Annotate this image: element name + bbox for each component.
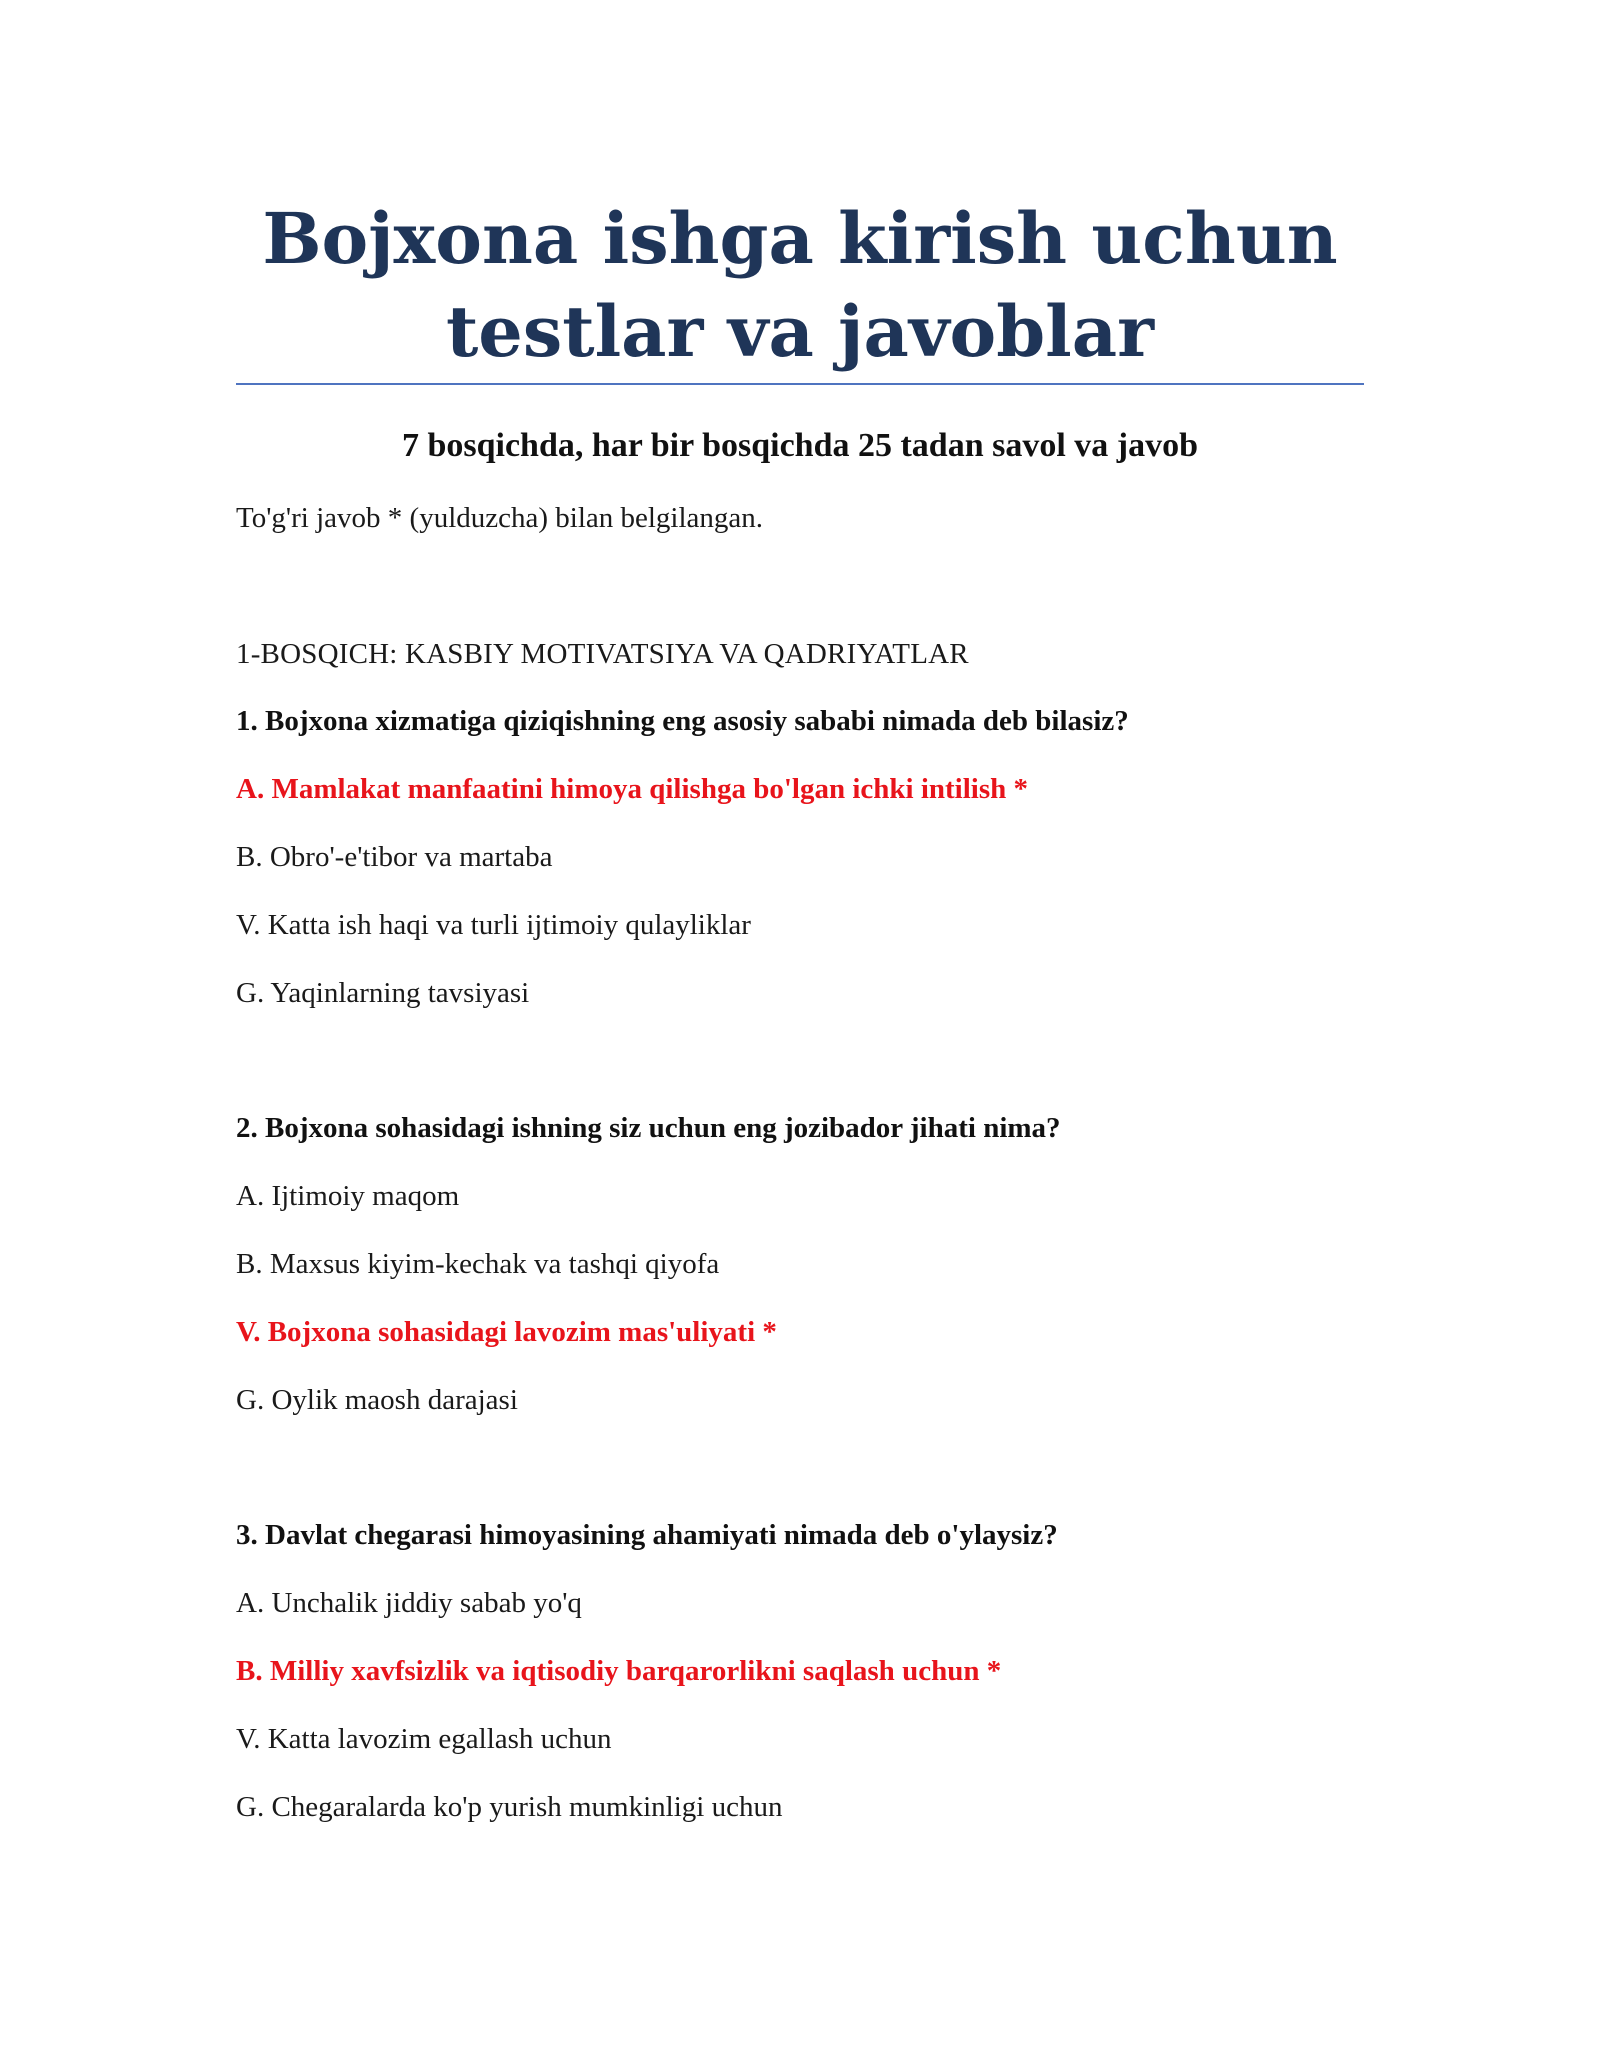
question-3-option-v: V. Katta lavozim egallash uchun xyxy=(236,1723,612,1755)
question-3-option-b: B. Milliy xavfsizlik va iqtisodiy barqarorlikni saqlash uchun * xyxy=(236,1655,1002,1687)
question-1-option-a: A. Mamlakat manfaatini himoya qilishga bo'lgan ichki intilish * xyxy=(236,773,1029,805)
question-2-option-v: V. Bojxona sohasidagi lavozim mas'uliyati * xyxy=(236,1316,777,1348)
question-2-option-a: A. Ijtimoiy maqom xyxy=(236,1180,460,1212)
question-2-option-b: B. Maxsus kiyim-kechak va tashqi qiyofa xyxy=(236,1248,720,1280)
question-2: 2. Bojxona sohasidagi ishning siz uchun eng jozibador jihati nima? xyxy=(236,1112,1061,1144)
question-3-option-g: G. Chegaralarda ko'p yurish mumkinligi uchun xyxy=(236,1791,783,1823)
question-1-option-g: G. Yaqinlarning tavsiyasi xyxy=(236,977,530,1009)
question-2-option-g: G. Oylik maosh darajasi xyxy=(236,1384,518,1416)
question-1-option-b: B. Obro'-e'tibor va martaba xyxy=(236,841,553,873)
question-1-option-v: V. Katta ish haqi va turli ijtimoiy qulayliklar xyxy=(236,909,751,941)
question-3: 3. Davlat chegarasi himoyasining ahamiyati nimada deb o'ylaysiz? xyxy=(236,1519,1058,1551)
title-divider xyxy=(236,383,1364,385)
title-line-1: Bojxona ishga kirish uchun xyxy=(262,197,1338,280)
document-title xyxy=(236,192,1364,378)
answer-key-note: To'g'ri javob * (yulduzcha) bilan belgilangan. xyxy=(236,502,764,534)
document-subtitle: 7 bosqichda, har bir bosqichda 25 tadan savol va javob xyxy=(401,427,1199,464)
question-3-option-a: A. Unchalik jiddiy sabab yo'q xyxy=(236,1587,582,1619)
section-heading: 1-BOSQICH: KASBIY MOTIVATSIYA VA QADRIYATLAR xyxy=(236,638,969,670)
question-1: 1. Bojxona xizmatiga qiziqishning eng asosiy sababi nimada deb bilasiz? xyxy=(236,705,1129,737)
title-line-2: testlar va javoblar xyxy=(445,290,1155,373)
